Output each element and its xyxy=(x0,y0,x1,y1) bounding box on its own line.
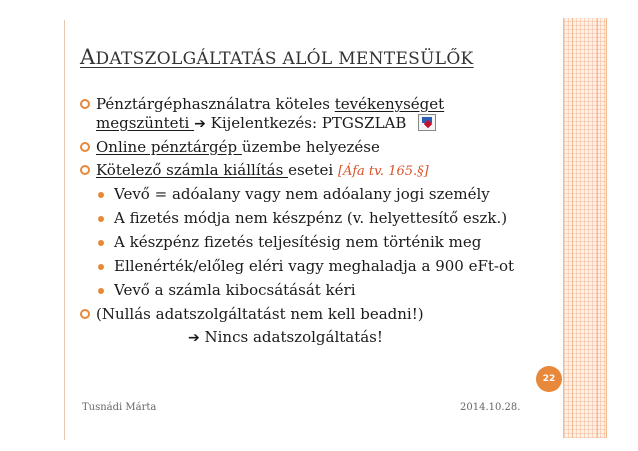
bullet-ring-icon xyxy=(80,142,90,152)
bullet-ring-icon xyxy=(80,99,90,109)
sub-item-text: Ellenérték/előleg eléri vagy meghaladja a 900 eFt-ot xyxy=(114,257,515,275)
sub-item xyxy=(80,233,560,252)
bullet-item-4 xyxy=(80,305,560,324)
title-rest: DATSZOLGÁLTATÁS ALÓL MENTESÜLŐK xyxy=(95,49,474,69)
footer-author: Tusnádi Márta xyxy=(82,402,157,413)
bullet-dot-icon xyxy=(98,264,104,270)
arrow-icon: ➔ xyxy=(188,330,200,346)
conclusion-line xyxy=(80,328,560,348)
item-2-underlined: Online pénztárgép xyxy=(96,138,242,156)
footer-date: 2014.10.28. xyxy=(460,402,521,413)
item-2-after: üzembe helyezése xyxy=(241,138,380,156)
conclusion-text: Nincs adatszolgáltatás! xyxy=(199,328,383,346)
arrow-icon: ➔ xyxy=(194,116,206,132)
bullet-dot-icon xyxy=(98,216,104,222)
bullet-item-2 xyxy=(80,138,560,157)
bullet-item-1 xyxy=(80,95,560,134)
bullet-dot-icon xyxy=(98,288,104,294)
sub-item xyxy=(80,185,560,204)
sub-item xyxy=(80,281,560,300)
slide-body xyxy=(80,95,560,348)
item-1-line2-underlined: megszünteti xyxy=(96,114,195,132)
sub-item-text: A készpénz fizetés teljesítésig nem történik meg xyxy=(114,233,482,251)
page-number-badge: 22 xyxy=(536,366,562,392)
logout-icon xyxy=(418,114,436,131)
sub-item xyxy=(80,257,560,276)
legal-reference: [Áfa tv. 165.§] xyxy=(337,164,429,179)
sub-item xyxy=(80,209,560,228)
bullet-ring-icon xyxy=(80,165,90,175)
item-1-underlined: tevékenységet xyxy=(334,95,445,113)
left-divider xyxy=(64,20,65,440)
item-3-underlined: Kötelező számla kiállítás xyxy=(96,161,289,179)
item-1-text-before: Pénztárgéphasználatra köteles xyxy=(96,95,335,113)
last-item-text: (Nullás adatszolgáltatást nem kell beadni!) xyxy=(96,305,424,323)
bullet-dot-icon xyxy=(98,192,104,198)
decorative-side-band-inner xyxy=(572,18,598,438)
slide-title xyxy=(80,45,474,69)
title-initial: A xyxy=(80,45,96,69)
sub-item-text: A fizetés módja nem készpénz (v. helyettesítő eszk.) xyxy=(114,209,508,227)
sub-item-text: Vevő a számla kibocsátását kéri xyxy=(114,281,356,299)
bullet-item-3 xyxy=(80,161,560,181)
bullet-ring-icon xyxy=(80,309,90,319)
sub-item-text: Vevő = adóalany vagy nem adóalany jogi személy xyxy=(114,185,490,203)
item-3-after: esetei xyxy=(288,161,338,179)
item-1-line2-after: Kijelentkezés: PTGSZLAB xyxy=(205,114,407,132)
bullet-dot-icon xyxy=(98,240,104,246)
